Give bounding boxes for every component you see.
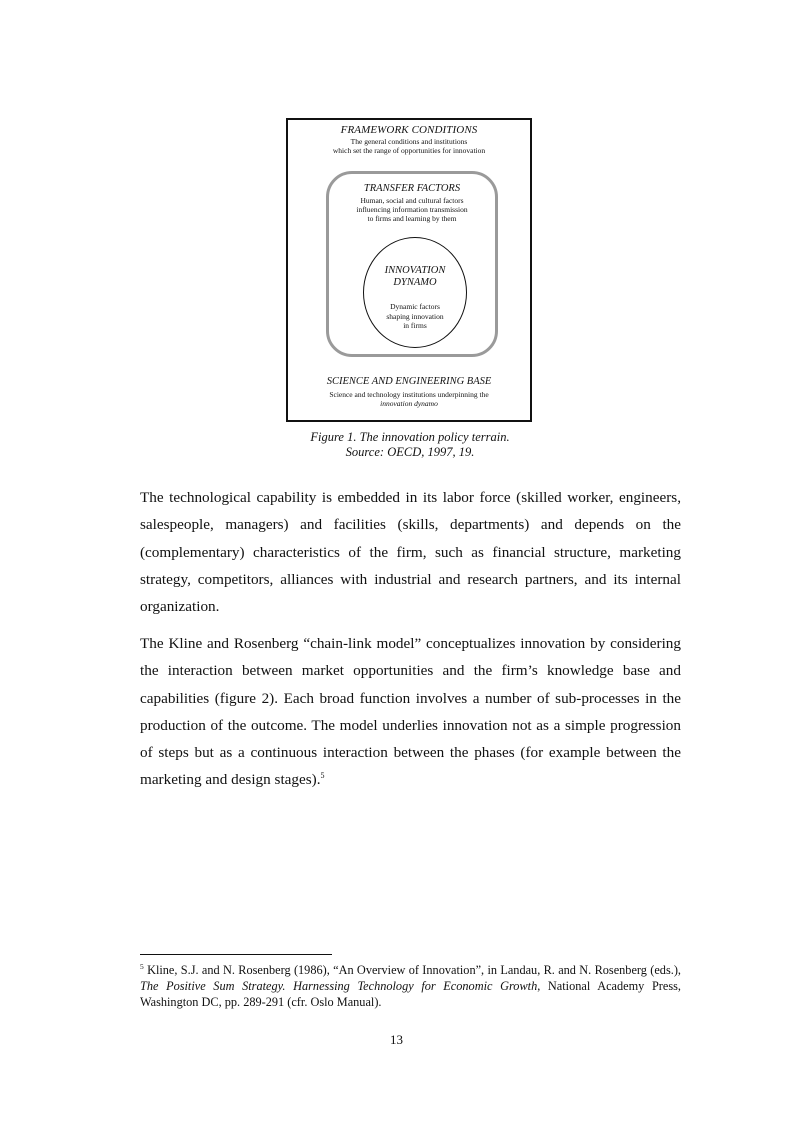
- body-paragraph-2: [140, 630, 681, 794]
- body-paragraph-2-text: The Kline and Rosenberg “chain-link model” conceptualizes innovation by considering the interaction between market opportunities and the firm’s knowledge base and capabilities (figure 2). Each broad function involves a number of sub-processes in the production of the outcome. The model underlies innovation not as a simple progression of steps but as a continuous interaction between the phases (for example between the marketing and design stages).: [140, 635, 681, 789]
- page-number: 13: [390, 1032, 403, 1047]
- body-paragraph-1: The technological capability is embedded in its labor force (skilled worker, engineers, salespeople, managers) and facilities (skills, departments) and depends on the (complementary) characteristics of the firm, such as financial structure, marketing strategy, competitors, alliances with industrial and research partners, and its internal organization.: [140, 489, 681, 616]
- framework-conditions-description: [288, 137, 530, 155]
- innovation-dynamo-title: [364, 265, 466, 289]
- figure-caption: [250, 430, 570, 460]
- footnote: [140, 962, 681, 1011]
- footnote-reference[interactable]: 5: [320, 771, 325, 781]
- innovation-dynamo-circle: [363, 237, 467, 348]
- transfer-factors-box: [326, 171, 498, 357]
- transfer-desc-line: to firms and learning by them: [367, 214, 457, 223]
- science-engineering-base-description: [288, 390, 530, 408]
- figure-caption-title: Figure 1. The innovation policy terrain.: [310, 430, 510, 444]
- innovation-policy-figure: [286, 118, 532, 422]
- dynamo-title-line: DYNAMO: [393, 277, 437, 288]
- footnote-separator: [140, 954, 332, 955]
- dynamo-desc-line: in firms: [403, 321, 427, 330]
- science-desc-line: [288, 399, 530, 408]
- framework-desc-line: The general conditions and institutions: [350, 137, 468, 146]
- science-engineering-base-title: SCIENCE AND ENGINEERING BASE: [326, 376, 492, 387]
- science-desc-line: Science and technology institutions underpinning the: [329, 390, 489, 399]
- transfer-desc-line: influencing information transmission: [356, 205, 468, 214]
- framework-conditions-title: FRAMEWORK CONDITIONS: [340, 124, 478, 136]
- innovation-dynamo-description: [364, 302, 466, 331]
- transfer-factors-title: TRANSFER FACTORS: [363, 183, 461, 194]
- footnote-book-title: The Positive Sum Strategy. Harnessing Technology for Economic Growth: [140, 979, 538, 994]
- dynamo-desc-line: Dynamic factors: [390, 302, 440, 311]
- footnote-marker: 5: [140, 962, 144, 971]
- dynamo-desc-line: shaping innovation: [386, 311, 444, 321]
- dynamo-title-line: INNOVATION: [384, 265, 446, 276]
- transfer-desc-line: Human, social and cultural factors: [360, 196, 464, 205]
- footnote-text-b: , National Academy Press, Washington DC, pp. 289-291 (cfr. Oslo Manual).: [140, 979, 681, 1010]
- footnote-text-a: Kline, S.J. and N. Rosenberg (1986), “An Overview of Innovation”, in Landau, R. and N. Rosenberg (eds.),: [143, 963, 681, 977]
- transfer-factors-description: [329, 196, 495, 223]
- framework-desc-line: which set the range of opportunities for innovation: [332, 146, 486, 155]
- science-desc-emphasis: innovation dynamo: [380, 399, 438, 408]
- figure-caption-source: Source: OECD, 1997, 19.: [345, 445, 475, 459]
